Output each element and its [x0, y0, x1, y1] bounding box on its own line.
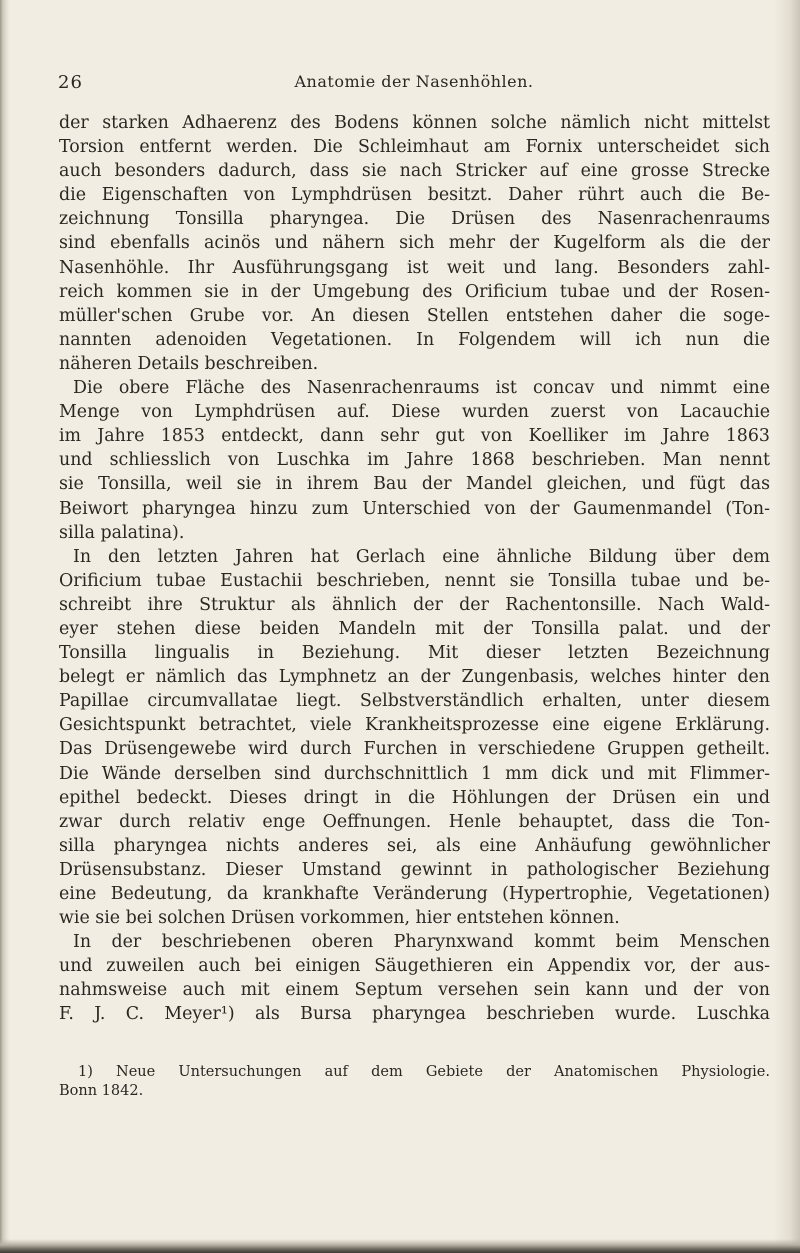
- text-line: Menge von Lymphdrüsen auf. Diese wurden zuerst von Lacauchie: [59, 402, 770, 423]
- text-line: F. J. C. Meyer¹) als Bursa pharyngea beschrieben wurde. Luschka: [59, 1004, 770, 1025]
- page-bottom-edge-shadow: [0, 1239, 800, 1253]
- text-line: belegt er nämlich das Lymphnetz an der Zungenbasis, welches hinter den: [59, 667, 770, 688]
- page-left-edge-shadow: [0, 0, 10, 1253]
- footnote-line: Bonn 1842.: [59, 1083, 144, 1099]
- text-line: zeichnung Tonsilla pharyngea. Die Drüsen des Nasenrachenraums: [59, 209, 770, 230]
- text-line: eyer stehen diese beiden Mandeln mit der Tonsilla palat. und der: [59, 618, 770, 639]
- text-line: Torsion entfernt werden. Die Schleimhaut am Fornix unterscheidet sich: [59, 137, 770, 158]
- page-number: 26: [58, 72, 83, 93]
- text-line: silla palatina).: [59, 522, 185, 543]
- text-line: im Jahre 1853 entdeckt, dann sehr gut von Koelliker im Jahre 1863: [59, 426, 770, 447]
- page-right-edge-shadow: [774, 0, 800, 1253]
- text-line: sie Tonsilla, weil sie in ihrem Bau der Mandel gleichen, und fügt das: [59, 474, 770, 495]
- text-line: wie sie bei solchen Drüsen vorkommen, hier entstehen können.: [59, 908, 620, 929]
- paragraph-first-line: Die obere Fläche des Nasenrachenraums ist concav und nimmt eine: [73, 378, 770, 399]
- text-line: Die Wände derselben sind durchschnittlich 1 mm dick und mit Flimmer-: [59, 763, 770, 784]
- text-line: Das Drüsengewebe wird durch Furchen in verschiedene Gruppen getheilt.: [59, 739, 770, 760]
- footnote: [59, 1063, 770, 1101]
- text-line: nahmsweise auch mit einem Septum versehen sein kann und der von: [59, 980, 770, 1001]
- text-line: eine Bedeutung, da krankhafte Veränderung (Hypertrophie, Vegetationen): [59, 884, 770, 904]
- text-line: Nasenhöhle. Ihr Ausführungsgang ist weit und lang. Besonders zahl-: [59, 257, 770, 278]
- text-line: der starken Adhaerenz des Bodens können solche nämlich nicht mittelst: [59, 113, 770, 133]
- text-line: die Eigenschaften von Lymphdrüsen besitzt. Daher rührt auch die Be-: [59, 185, 770, 206]
- body-text: [59, 111, 770, 1027]
- footnote-line: 1) Neue Untersuchungen auf dem Gebiete der Anatomischen Physiologie.: [78, 1064, 770, 1080]
- text-line: müller'schen Grube vor. An diesen Stellen entstehen daher die soge-: [59, 305, 770, 326]
- text-line: silla pharyngea nichts anderes sei, als eine Anhäufung gewöhnlicher: [59, 835, 770, 856]
- text-line: Drüsensubstanz. Dieser Umstand gewinnt in pathologischer Beziehung: [59, 859, 770, 880]
- text-line: sind ebenfalls acinös und nähern sich mehr der Kugelform als die der: [59, 233, 770, 254]
- text-line: auch besonders dadurch, dass sie nach Stricker auf eine grosse Strecke: [59, 161, 770, 182]
- text-line: und zuweilen auch bei einigen Säugethieren ein Appendix vor, der aus-: [59, 956, 770, 977]
- text-line: Beiwort pharyngea hinzu zum Unterschied von der Gaumenmandel (Ton-: [59, 498, 770, 519]
- text-line: zwar durch relativ enge Oeffnungen. Henle behauptet, dass die Ton-: [59, 811, 770, 832]
- text-line: näheren Details beschreiben.: [59, 353, 319, 374]
- text-line: und schliesslich von Luschka im Jahre 1868 beschrieben. Man nennt: [59, 450, 770, 471]
- text-line: schreibt ihre Struktur als ähnlich der der Rachentonsille. Nach Wald-: [59, 594, 770, 615]
- text-line: reich kommen sie in der Umgebung des Orificium tubae und der Rosen-: [59, 281, 770, 302]
- text-line: Tonsilla lingualis in Beziehung. Mit dieser letzten Bezeichnung: [59, 643, 770, 664]
- text-line: nannten adenoiden Vegetationen. In Folgendem will ich nun die: [59, 329, 770, 350]
- text-line: Papillae circumvallatae liegt. Selbstverständlich erhalten, unter diesem: [59, 691, 770, 712]
- running-title: Anatomie der Nasenhöhlen.: [294, 72, 534, 91]
- text-line: Gesichtspunkt betrachtet, viele Krankheitsprozesse eine eigene Erklärung.: [59, 715, 770, 736]
- paragraph-first-line: In den letzten Jahren hat Gerlach eine ähnliche Bildung über dem: [73, 546, 770, 567]
- page-header: [58, 72, 770, 96]
- paragraph-first-line: In der beschriebenen oberen Pharynxwand kommt beim Menschen: [73, 932, 770, 953]
- text-line: Orificium tubae Eustachii beschrieben, nennt sie Tonsilla tubae und be-: [59, 570, 770, 591]
- text-line: epithel bedeckt. Dieses dringt in die Höhlungen der Drüsen ein und: [59, 787, 770, 808]
